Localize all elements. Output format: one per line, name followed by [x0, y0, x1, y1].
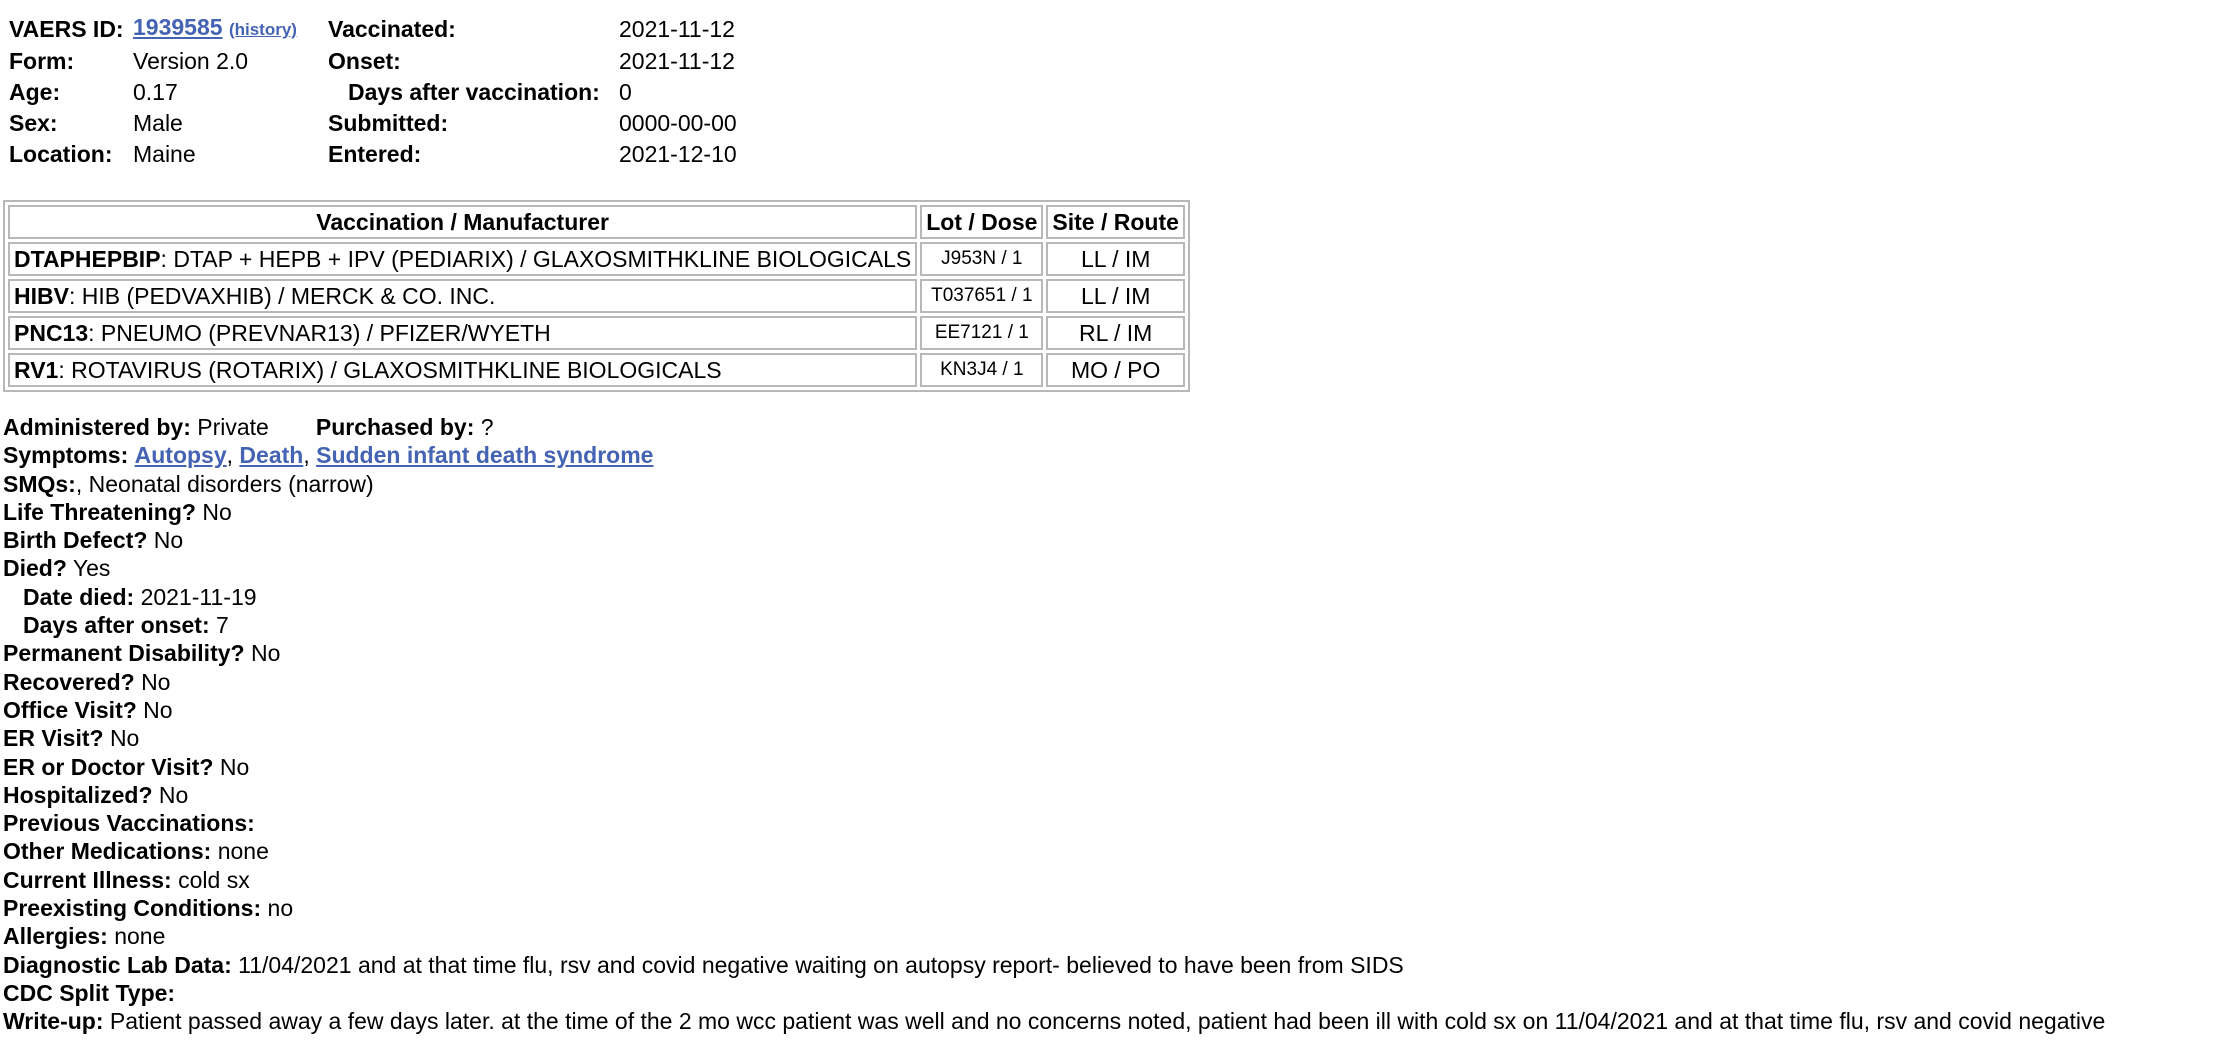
days-after-onset-indent: [3, 611, 229, 639]
vaccination-table: [3, 200, 1190, 392]
entered-label: Entered:: [328, 141, 422, 167]
permanent-disability-line: [3, 639, 2217, 667]
days-after-vaccination-label-text: Days after vaccination:: [348, 79, 600, 105]
vaccine-description: : PNEUMO (PREVNAR13) / PFIZER/WYETH: [88, 319, 551, 346]
site-route-cell: LL / IM: [1046, 279, 1185, 313]
form-value: Version 2.0: [133, 48, 249, 74]
vaccine-code: HIBV: [14, 282, 69, 309]
lot-dose-cell: EE7121 / 1: [920, 316, 1043, 350]
office-visit-value: No: [143, 696, 173, 723]
site-route-cell: LL / IM: [1046, 242, 1185, 276]
vaccine-cell: [8, 279, 917, 313]
table-row: [8, 316, 1185, 350]
vaccine-description: : HIB (PEDVAXHIB) / MERCK & CO. INC.: [68, 282, 496, 309]
col-header-vaccination: Vaccination / Manufacturer: [8, 205, 917, 239]
symptoms-label: Symptoms:: [3, 442, 129, 469]
vaccine-cell: [8, 316, 917, 350]
previous-vaccinations-label: Previous Vaccinations:: [3, 810, 255, 837]
symptom-link-sids[interactable]: Sudden infant death syndrome: [316, 442, 654, 469]
died-label: Died?: [3, 555, 67, 582]
office-visit-label: Office Visit?: [3, 696, 137, 723]
date-died-indent: [3, 583, 257, 611]
symptom-separator: ,: [303, 442, 310, 469]
symptom-separator: ,: [226, 442, 234, 469]
recovered-value: No: [141, 668, 171, 695]
lab-data-value: 11/04/2021 and at that time flu, rsv and covid negative waiting on autopsy report- believed to have been from SIDS: [238, 951, 1404, 978]
lab-data-label: Diagnostic Lab Data:: [3, 951, 232, 978]
office-visit-line: [3, 696, 2217, 724]
days-after-onset-label: Days after onset:: [23, 612, 210, 639]
vaccine-cell: [8, 242, 917, 276]
location-label: Location:: [9, 141, 113, 167]
vaccinated-label: Vaccinated:: [328, 15, 456, 42]
allergies-line: [3, 922, 2217, 950]
summary-row: [6, 47, 740, 75]
life-threatening-value: No: [202, 498, 232, 525]
administered-by-label: Administered by:: [3, 414, 191, 440]
administered-line: [3, 413, 2217, 441]
other-medications-value: none: [217, 838, 269, 865]
vaers-id-link[interactable]: 1939585: [133, 14, 223, 40]
smqs-line: [3, 470, 2217, 498]
lot-dose-cell: T037651 / 1: [920, 279, 1043, 313]
cdc-split-type-label: CDC Split Type:: [3, 979, 176, 1006]
vaccine-code: DTAPHEPBIP: [14, 245, 161, 272]
submitted-label: Submitted:: [328, 110, 449, 136]
smqs-label: SMQs:: [3, 470, 76, 497]
submitted-value: 0000-00-00: [619, 110, 737, 136]
vaccine-code: PNC13: [14, 319, 89, 346]
died-line: [3, 554, 2217, 582]
days-after-vaccination-value: 0: [619, 79, 632, 105]
er-or-doctor-line: [3, 753, 2217, 781]
hospitalized-label: Hospitalized?: [3, 781, 153, 808]
er-or-doctor-value: No: [219, 753, 250, 780]
days-after-vaccination-label: [325, 78, 613, 106]
recovered-label: Recovered?: [3, 668, 135, 695]
vaccine-code: RV1: [14, 356, 59, 383]
symptom-link-death[interactable]: Death: [239, 442, 304, 469]
previous-vaccinations-line: [3, 809, 2217, 837]
permanent-disability-value: No: [250, 640, 281, 667]
days-after-onset-line: [3, 611, 2217, 639]
date-died-value: 2021-11-19: [140, 583, 257, 610]
vaccinated-value: 2021-11-12: [619, 15, 735, 42]
form-label: Form:: [9, 48, 75, 74]
vaccine-cell: [8, 353, 917, 387]
sex-value: Male: [133, 110, 183, 136]
current-illness-value: cold sx: [178, 866, 250, 893]
vaccine-description: : DTAP + HEPB + IPV (PEDIARIX) / GLAXOSMITHKLINE BIOLOGICALS: [160, 245, 912, 272]
other-medications-label: Other Medications:: [3, 838, 212, 865]
onset-label: Onset:: [328, 48, 401, 74]
table-row: [8, 279, 1185, 313]
onset-value: 2021-11-12: [619, 48, 735, 74]
age-value: 0.17: [133, 79, 178, 105]
current-illness-line: [3, 866, 2217, 894]
allergies-label: Allergies:: [3, 923, 108, 950]
cdc-split-type-line: [3, 979, 2217, 1007]
writeup-label: Write-up:: [3, 1008, 104, 1035]
site-route-cell: RL / IM: [1046, 316, 1185, 350]
col-header-lot-dose: Lot / Dose: [920, 205, 1043, 239]
sex-label: Sex:: [9, 110, 58, 136]
er-visit-label: ER Visit?: [3, 725, 104, 752]
lot-dose-cell: KN3J4 / 1: [920, 353, 1043, 387]
birth-defect-label: Birth Defect?: [3, 527, 148, 554]
hospitalized-line: [3, 781, 2217, 809]
permanent-disability-label: Permanent Disability?: [3, 640, 245, 667]
table-row: [8, 353, 1185, 387]
purchased-by-value: ?: [480, 414, 494, 440]
other-medications-line: [3, 837, 2217, 865]
administered-by-value: Private: [197, 414, 269, 440]
symptom-link-autopsy[interactable]: Autopsy: [134, 442, 227, 469]
writeup-line: [3, 1007, 2217, 1035]
preexisting-conditions-label: Preexisting Conditions:: [3, 895, 262, 922]
lot-dose-cell: J953N / 1: [920, 242, 1043, 276]
vaers-id-label: VAERS ID:: [9, 15, 124, 42]
summary-row: [6, 109, 740, 137]
er-visit-line: [3, 724, 2217, 752]
age-label: Age:: [9, 79, 61, 105]
writeup-value: Patient passed away a few days later. at the time of the 2 mo wcc patient was well and no concerns noted, patient had been ill with cold sx on 11/04/2021 and at that time flu, rsv and covid negative: [109, 1008, 2106, 1035]
symptoms-line: [3, 441, 2217, 469]
col-header-site-route: Site / Route: [1046, 205, 1185, 239]
birth-defect-line: [3, 526, 2217, 554]
smqs-value: , Neonatal disorders (narrow): [75, 470, 374, 497]
summary-row: [6, 140, 740, 168]
report-summary-table: [3, 10, 743, 171]
history-link[interactable]: (history): [228, 20, 297, 39]
life-threatening-label: Life Threatening?: [3, 498, 196, 525]
life-threatening-line: [3, 498, 2217, 526]
summary-row: [6, 13, 740, 44]
lab-data-line: [3, 951, 2217, 979]
allergies-value: none: [114, 923, 166, 950]
purchased-by-label: Purchased by:: [315, 414, 475, 440]
er-or-doctor-label: ER or Doctor Visit?: [3, 753, 214, 780]
vaers-id-cell: [130, 13, 322, 44]
table-row: [8, 242, 1185, 276]
location-value: Maine: [133, 141, 196, 167]
site-route-cell: MO / PO: [1046, 353, 1185, 387]
vaccination-table-header: [8, 205, 1185, 239]
vaccine-description: : ROTAVIRUS (ROTARIX) / GLAXOSMITHKLINE BIOLOGICALS: [58, 356, 722, 383]
hospitalized-value: No: [158, 781, 189, 808]
days-after-onset-value: 7: [216, 612, 229, 639]
preexisting-conditions-line: [3, 894, 2217, 922]
recovered-line: [3, 668, 2217, 696]
entered-value: 2021-12-10: [619, 141, 737, 167]
preexisting-conditions-value: no: [267, 895, 294, 922]
er-visit-value: No: [109, 725, 140, 752]
date-died-line: [3, 583, 2217, 611]
died-value: Yes: [72, 555, 111, 582]
date-died-label: Date died:: [23, 583, 135, 610]
current-illness-label: Current Illness:: [3, 866, 172, 893]
report-details: [3, 413, 2217, 1036]
birth-defect-value: No: [153, 527, 184, 554]
summary-row: [6, 78, 740, 106]
